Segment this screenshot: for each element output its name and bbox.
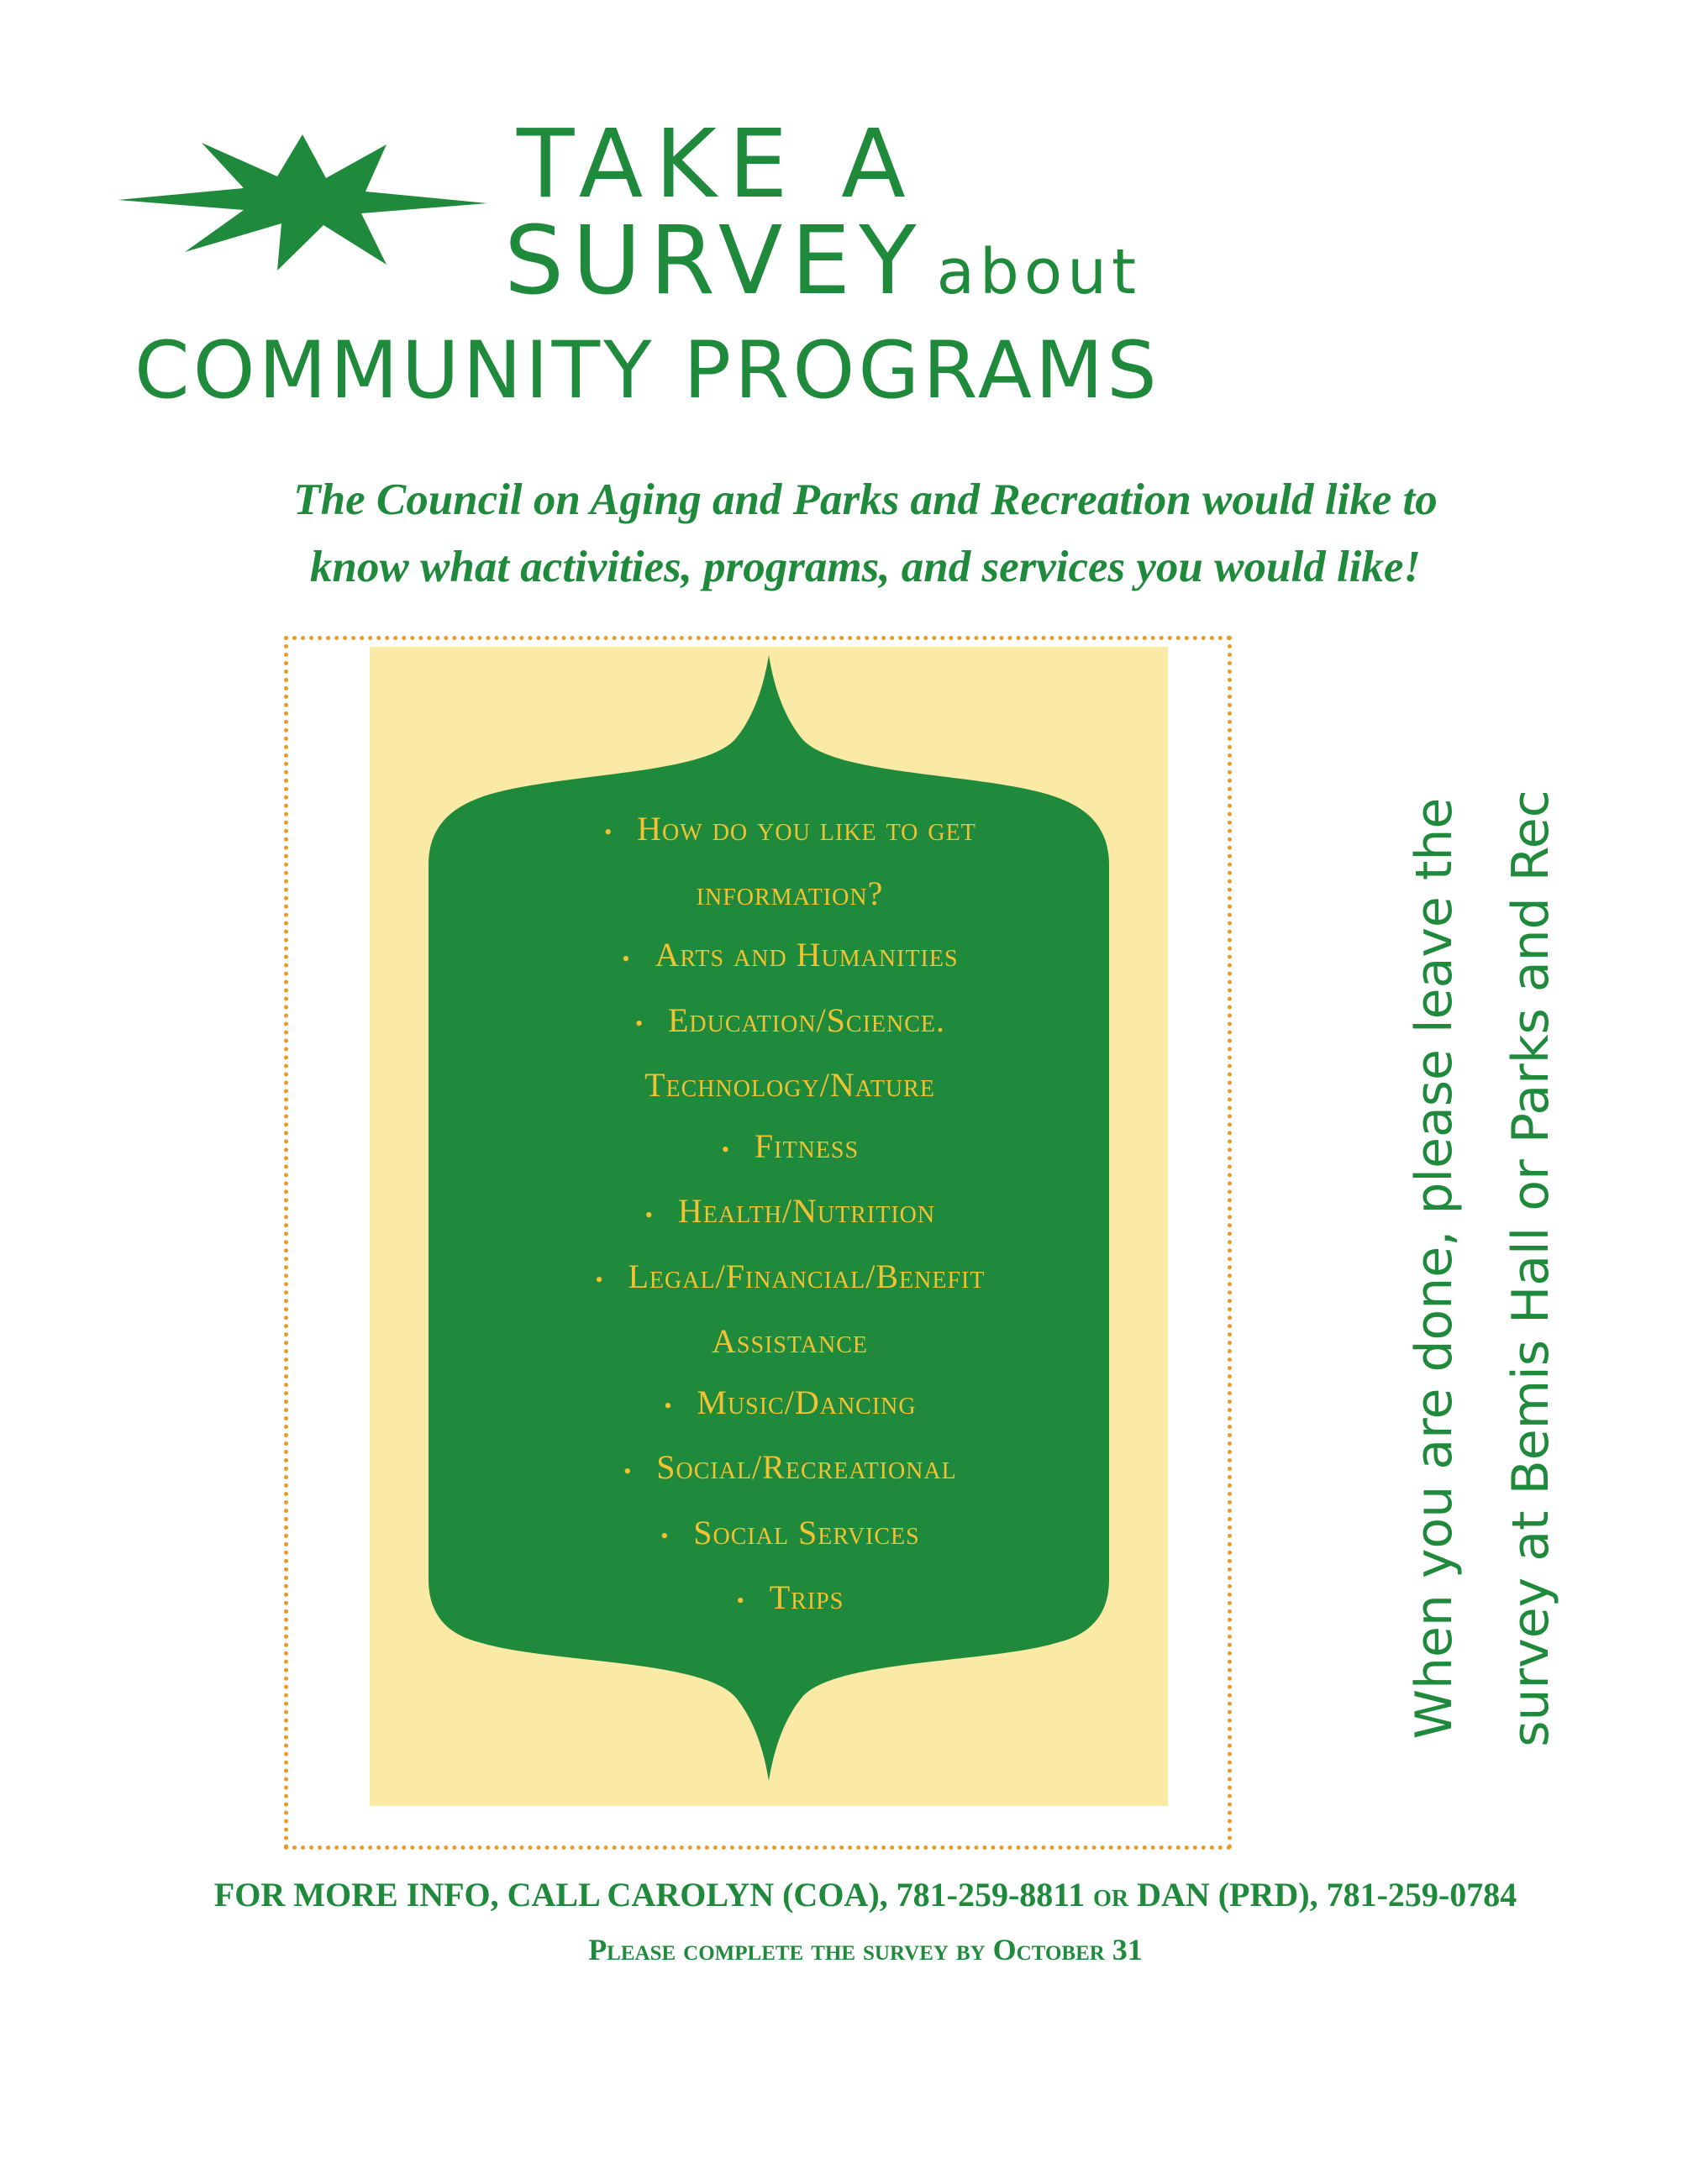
- deadline-note: Please complete the survey by October 31: [588, 1933, 1143, 1966]
- topic-item: [437, 1116, 1143, 1180]
- topic-label: Legal/Financial/Benefit: [628, 1257, 986, 1295]
- topic-label: Education/Science.: [668, 1000, 945, 1039]
- topic-item: [437, 798, 1143, 863]
- topic-label: Health/Nutrition: [677, 1192, 936, 1231]
- topic-label: Technology/Nature: [644, 1065, 935, 1104]
- topic-item: [437, 924, 1143, 989]
- topic-item: [437, 1436, 1143, 1501]
- bullet-icon: •: [644, 1202, 654, 1227]
- bullet-icon: •: [664, 1394, 673, 1419]
- bullet-icon: •: [634, 1011, 644, 1036]
- side-note-line-2: survey at Bemis Hall or Parks and Rec: [1501, 790, 1560, 1747]
- intro-line-1: The Council on Aging and Parks and Recreation would like to: [293, 475, 1438, 524]
- topic-label: Assistance: [711, 1321, 868, 1360]
- topic-label: Arts and Humanities: [655, 936, 959, 974]
- topic-item: [437, 1246, 1143, 1310]
- side-note: [1386, 722, 1580, 1814]
- title-about: about: [936, 236, 1142, 308]
- topic-item: [437, 1180, 1143, 1245]
- topic-label: Social Services: [693, 1513, 920, 1551]
- title-line-1: TAKE A: [517, 110, 918, 219]
- bullet-icon: •: [604, 820, 613, 845]
- topic-item: [437, 1567, 1143, 1631]
- topic-label: Social/Recreational: [656, 1448, 957, 1487]
- bullet-icon: •: [721, 1137, 730, 1163]
- contact-info: FOR MORE INFO, CALL CAROLYN (COA), 781-259-8811 or DAN (PRD), 781-259-0784: [213, 1876, 1517, 1914]
- topic-item: [437, 1310, 1143, 1372]
- topic-item: [437, 1502, 1143, 1567]
- bullet-icon: •: [622, 946, 631, 971]
- topics-list: [437, 798, 1143, 1631]
- bullet-icon: •: [623, 1458, 633, 1483]
- bullet-icon: •: [660, 1523, 670, 1548]
- starburst-icon: [109, 126, 496, 277]
- topic-label: Music/Dancing: [697, 1383, 917, 1421]
- bullet-icon: •: [736, 1588, 745, 1614]
- topic-item: [437, 1054, 1143, 1116]
- side-note-line-1: When you are done, please leave the: [1405, 797, 1464, 1740]
- title-line-3: COMMUNITY PROGRAMS: [134, 325, 1160, 417]
- intro-text: [134, 466, 1596, 601]
- topic-item: [437, 1372, 1143, 1436]
- topic-item: [437, 863, 1143, 924]
- bullet-icon: •: [595, 1267, 604, 1292]
- topic-label: information?: [696, 874, 884, 913]
- title-line-2: [504, 207, 1142, 316]
- title-survey: SURVEY: [504, 207, 925, 316]
- topic-item: [437, 990, 1143, 1054]
- topic-label: Trips: [769, 1578, 844, 1616]
- intro-line-2: know what activities, programs, and services you would like!: [309, 543, 1422, 591]
- topic-label: Fitness: [754, 1126, 860, 1165]
- topic-label: How do you like to get: [637, 810, 976, 848]
